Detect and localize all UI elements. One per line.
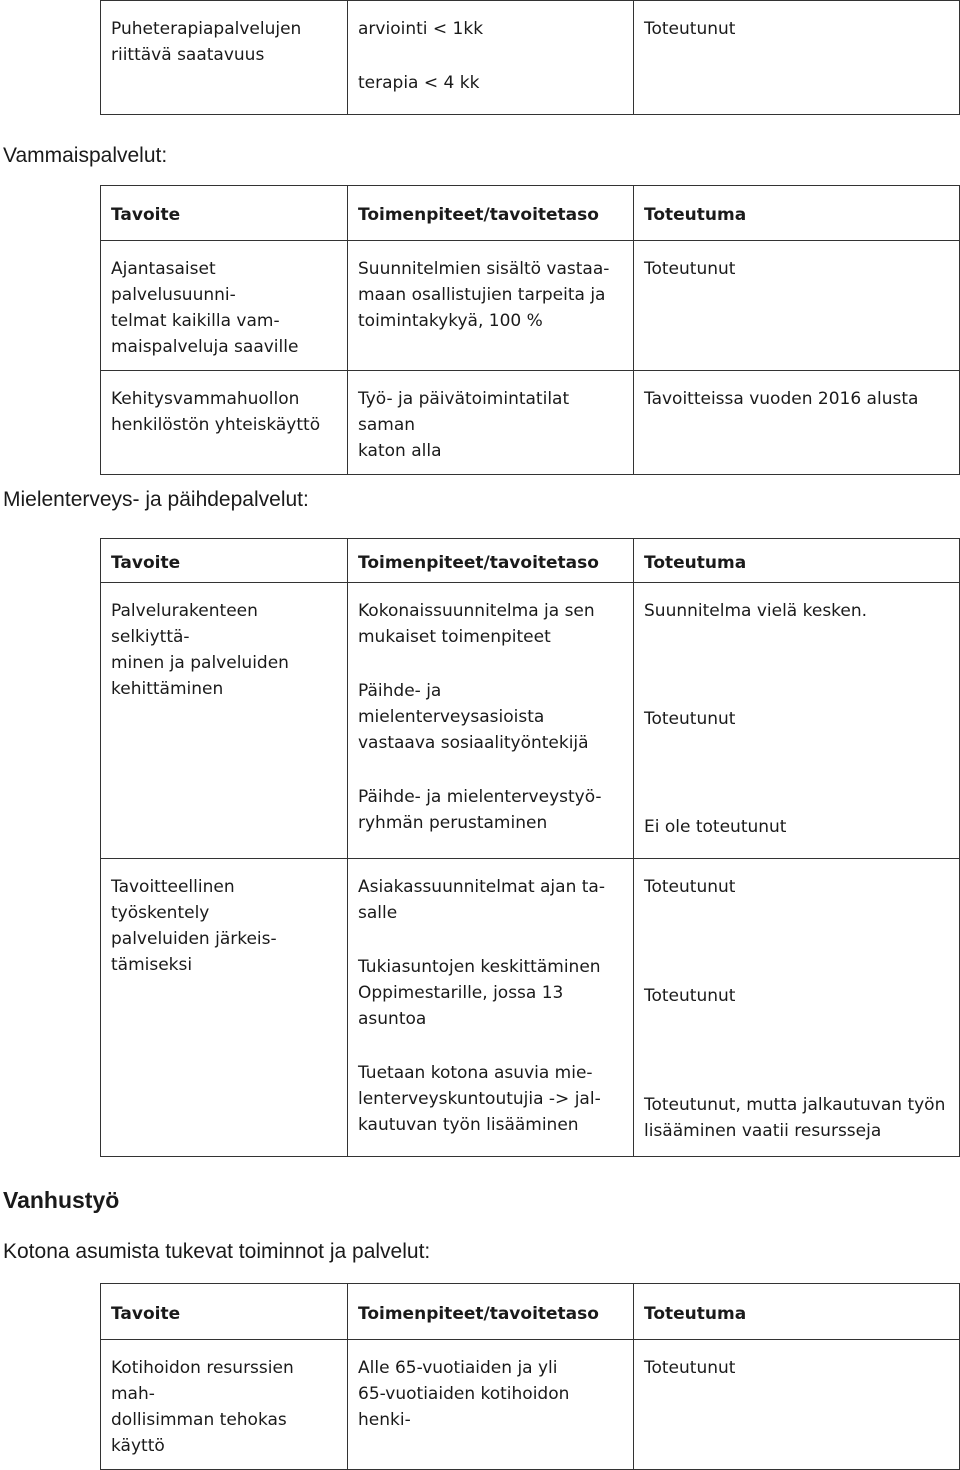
header-measures: Toimenpiteet/tavoitetaso <box>348 186 634 241</box>
measures-cell: Suunnitelmien sisältö vastaa- maan osallistujien tarpeita ja toimintakykyä, 100 % <box>348 241 634 371</box>
goal-cell: Ajantasaiset palvelusuunni- telmat kaikilla vam- maispalveluja saaville <box>101 241 348 371</box>
measures-cell: Työ- ja päivätoimintatilat saman katon alla <box>348 371 634 475</box>
header-goal: Tavoite <box>101 539 348 583</box>
goal-cell: Puheterapiapalvelujen riittävä saatavuus <box>101 1 348 115</box>
goal-cell: Palvelurakenteen selkiyttä- minen ja palveluiden kehittäminen <box>101 583 348 859</box>
table-speech-therapy <box>100 0 960 115</box>
status-cell: Suunnitelma vielä kesken. Toteutunut Ei ole toteutunut <box>634 583 960 859</box>
status-cell: Toteutunut <box>634 1 960 115</box>
status-cell: Toteutunut <box>634 241 960 371</box>
measures-cell: Kokonaissuunnitelma ja sen mukaiset toimenpiteet Päihde- ja mielenterveysasioista vastaava sosiaalityöntekijä Päihde- ja mielenterveystyö- ryhmän perustaminen <box>348 583 634 859</box>
status-cell: Toteutunut Toteutunut Toteutunut, mutta jalkautuvan työn lisääminen vaatii resursseja <box>634 859 960 1157</box>
measures-cell: arviointi < 1kk terapia < 4 kk <box>348 1 634 115</box>
table-row <box>101 583 960 859</box>
table-mielenterveys <box>100 538 960 1157</box>
header-status: Toteutuma <box>634 539 960 583</box>
status-cell: Toteutunut <box>634 1340 960 1470</box>
table-kotona-asumista <box>100 1283 960 1470</box>
header-status: Toteutuma <box>634 186 960 241</box>
measures-cell: Asiakassuunnitelmat ajan ta- salle Tukiasuntojen keskittäminen Oppimestarille, jossa 13 asuntoa Tuetaan kotona asuvia mie- lenterveyskuntoutujia -> jal- kautuvan työn lisääminen <box>348 859 634 1157</box>
goal-cell: Kotihoidon resurssien mah- dollisimman tehokas käyttö <box>101 1340 348 1470</box>
header-measures: Toimenpiteet/tavoitetaso <box>348 539 634 583</box>
section-heading-mielenterveys: Mielenterveys- ja päihdepalvelut: <box>3 488 309 511</box>
table-row <box>101 859 960 1157</box>
measures-cell: Alle 65-vuotiaiden ja yli 65-vuotiaiden kotihoidon henki- <box>348 1340 634 1470</box>
table-row <box>101 241 960 371</box>
section-heading-vammaispalvelut: Vammaispalvelut: <box>3 144 168 167</box>
table-row <box>101 1 960 115</box>
header-measures: Toimenpiteet/tavoitetaso <box>348 1284 634 1340</box>
section-heading-kotona-asumista: Kotona asumista tukevat toiminnot ja palvelut: <box>3 1240 431 1263</box>
goal-cell: Kehitysvammahuollon henkilöstön yhteiskäyttö <box>101 371 348 475</box>
header-status: Toteutuma <box>634 1284 960 1340</box>
header-goal: Tavoite <box>101 1284 348 1340</box>
header-goal: Tavoite <box>101 186 348 241</box>
goal-cell: Tavoitteellinen työskentely palveluiden järkeis- tämiseksi <box>101 859 348 1157</box>
table-header-row <box>101 186 960 241</box>
table-row <box>101 1340 960 1470</box>
table-vammaispalvelut <box>100 185 960 475</box>
table-row <box>101 371 960 475</box>
table-header-row <box>101 539 960 583</box>
table-header-row <box>101 1284 960 1340</box>
status-cell: Tavoitteissa vuoden 2016 alusta <box>634 371 960 475</box>
section-heading-vanhustyo: Vanhustyö <box>3 1187 120 1213</box>
